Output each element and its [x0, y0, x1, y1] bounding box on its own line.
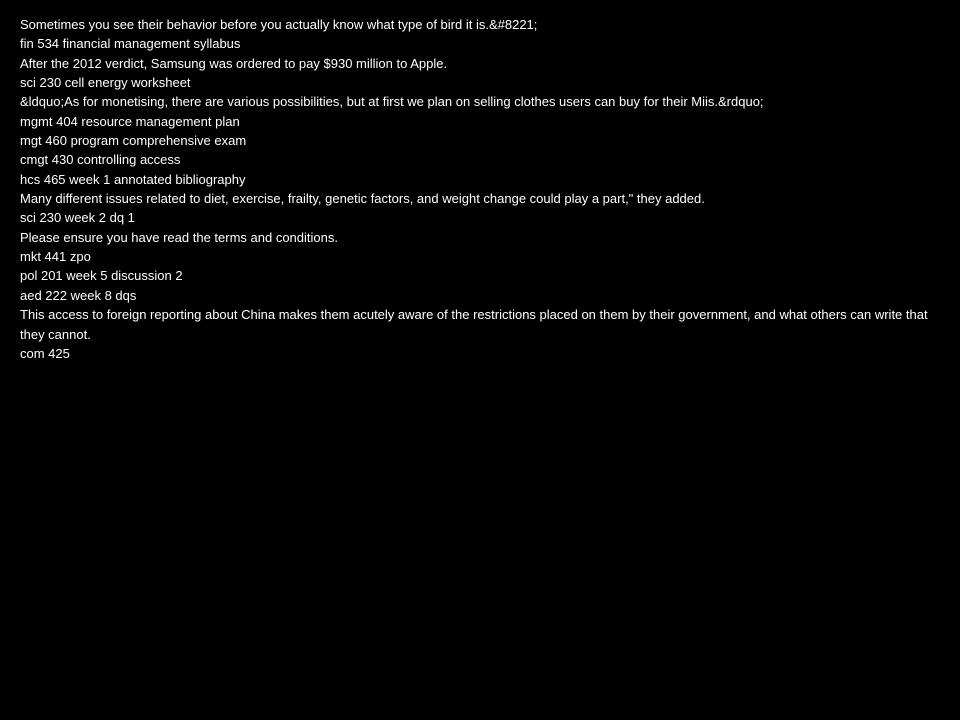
text-line: cmgt 430 controlling access — [20, 152, 181, 168]
text-line: sci 230 cell energy worksheet — [20, 75, 191, 91]
text-line: mkt 441 zpo — [20, 249, 91, 265]
text-line: &ldquo;As for monetising, there are various possibilities, but at first we plan on selling clothes users can buy for their Miis.&rdquo; — [20, 94, 764, 110]
text-line: sci 230 week 2 dq 1 — [20, 210, 135, 226]
text-line: pol 201 week 5 discussion 2 — [20, 268, 183, 284]
text-line: mgt 460 program comprehensive exam — [20, 133, 247, 149]
text-line: hcs 465 week 1 annotated bibliography — [20, 171, 246, 187]
text-line: mgmt 404 resource management plan — [20, 113, 240, 129]
text-line: Many different issues related to diet, exercise, frailty, genetic factors, and weight change could play a part," they added. — [20, 191, 705, 207]
text-line: This access to foreign reporting about China makes them acutely aware of the restrictions placed on them by their government, and what others can write that they cannot. — [20, 307, 928, 342]
text-line: fin 534 financial management syllabus — [20, 36, 241, 52]
text-line: Sometimes you see their behavior before you actually know what type of bird it is.&#8221; — [20, 17, 538, 32]
text-line: Please ensure you have read the terms and conditions. — [20, 229, 338, 245]
text-line: aed 222 week 8 dqs — [20, 287, 137, 303]
text-list — [20, 15, 940, 363]
text-line: After the 2012 verdict, Samsung was ordered to pay $930 million to Apple. — [20, 55, 448, 71]
text-line: com 425 — [20, 345, 70, 361]
